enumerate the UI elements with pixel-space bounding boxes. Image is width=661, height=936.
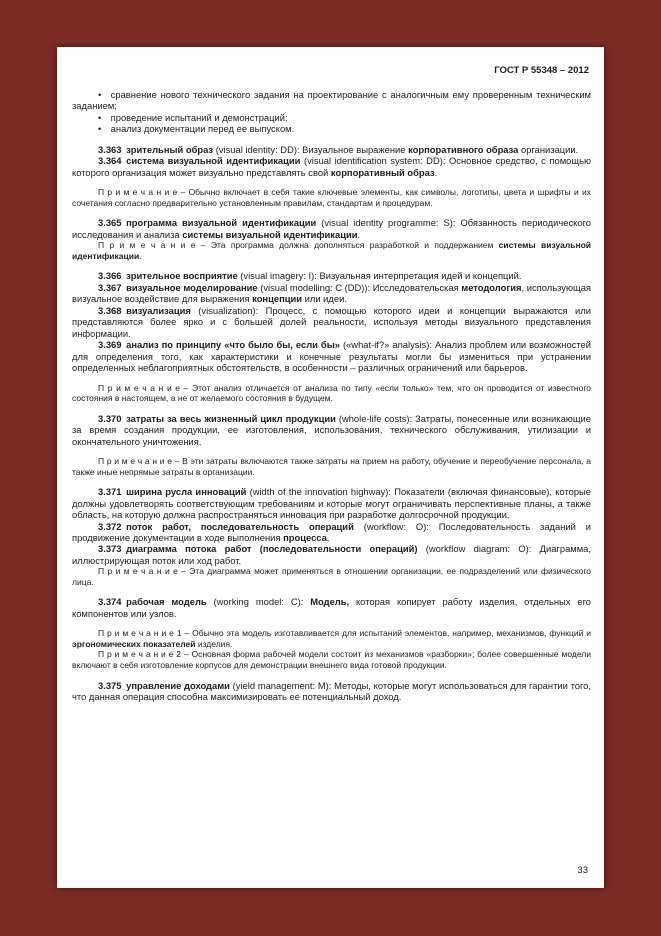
- text-segment: анализ документации перед ее выпуском.: [110, 123, 295, 135]
- text-segment: П р и м е ч а н и е – Обычно включает в себя такие ключевые элементы, как символы, логотипы, цвета и шрифты и их сочетания согласно предварительно установленным правилам, стандартам и процедурам.: [72, 187, 591, 208]
- text-segment: (visual identity programme: S): Обязанность периодического исследования и анализа: [72, 217, 592, 240]
- text-segment: П р и м е ч а н и е 1 – Обычно эта модель изготавливается для испытаний элементов, например, механизмов, функций и: [98, 628, 591, 639]
- text-segment: .: [434, 166, 438, 178]
- text-segment: процесса: [283, 531, 327, 543]
- text-segment: (workflow diagram: O): Диаграмма, иллюстрирующая поток или ход работ.: [72, 543, 591, 566]
- text-segment: (visual identity: DD): Визуальное выражение: [213, 143, 409, 155]
- bullet-icon: •: [98, 123, 111, 135]
- term-paragraph: [72, 486, 591, 520]
- text-segment: или идеи.: [302, 293, 347, 305]
- term-paragraph: [72, 155, 591, 178]
- text-segment: системы визуальной идентификации: [182, 228, 358, 240]
- text-segment: П р и м е ч а н и е – Эта диаграмма может применяться в отношении организации, ее подразделений или физического лица.: [72, 566, 591, 587]
- text-segment: (visual identification system: DD): Основное средство, с помощью которого организация может визуально представлять свой: [72, 155, 591, 178]
- note-paragraph: [72, 187, 591, 208]
- term-paragraph: [72, 339, 591, 373]
- term-paragraph: [72, 270, 591, 281]
- text-segment: 3.368 визуализация: [98, 304, 191, 316]
- text-segment: .: [357, 228, 361, 240]
- text-segment: (visual imagery: I): Визуальная интерпретация идей и концепций.: [237, 270, 522, 282]
- text-segment: 3.372 поток работ, последовательность операций: [98, 520, 354, 532]
- text-segment: 3.367 визуальное моделирование: [98, 281, 258, 293]
- note-paragraph: [72, 240, 591, 261]
- term-paragraph: [72, 413, 591, 447]
- text-segment: («what-if?» analysis): Анализ проблем или возможностей для определения того, как характеристики и конечные результаты могли бы измениться при устранении определенных неблагоприятных обстоятельств, в особенности – различных ограничений или барьеров.: [72, 339, 591, 374]
- text-segment: 3.373 диаграмма потока работ (последовательности операций): [98, 543, 418, 555]
- bullet-icon: •: [98, 89, 111, 100]
- text-segment: сравнение нового технического задания на проектирование с аналогичным ему проверенным техническим заданием;: [72, 89, 591, 112]
- text-segment: 3.369 анализ по принципу «что было бы, если бы»: [98, 339, 340, 351]
- text-segment: методология: [461, 281, 522, 293]
- bullet-item: [72, 112, 591, 123]
- document-standard-number: ГОСТ Р 55348 – 2012: [494, 65, 589, 76]
- term-paragraph: [72, 680, 591, 703]
- text-segment: организации.: [518, 143, 579, 155]
- term-paragraph: [72, 543, 591, 566]
- text-segment: П р и м е ч а н и е – Этот анализ отличается от анализа по типу «если только» тем, что он проводится от известного состояния в настоящем, а не от желаемого состояния в будущем.: [72, 382, 591, 404]
- text-segment: 3.363 зрительный образ: [98, 143, 214, 155]
- bullet-item: [72, 89, 591, 112]
- term-paragraph: [72, 144, 591, 155]
- text-segment: .: [139, 250, 142, 261]
- bullet-icon: •: [98, 111, 111, 123]
- text-segment: 3.375 управление доходами: [98, 679, 230, 691]
- text-segment: системы визуальной идентификации: [72, 240, 591, 261]
- text-segment: 3.371 ширина русла инноваций: [98, 486, 247, 498]
- page-number: 33: [577, 865, 588, 876]
- note-paragraph: [72, 628, 591, 649]
- text-segment: , использующая визуальное воздействие для выражения: [72, 281, 592, 305]
- text-segment: концепции: [252, 293, 303, 305]
- text-segment: проведение испытаний и демонстраций;: [110, 111, 288, 123]
- note-paragraph: [72, 456, 591, 477]
- text-segment: 3.374 рабочая модель: [98, 596, 207, 608]
- text-segment: 3.365 программа визуальной идентификации: [98, 217, 317, 229]
- note-paragraph: [72, 649, 591, 670]
- page-content: [72, 89, 591, 702]
- text-segment: (workflow: O): Последовательность заданий и продвижение документации в ходе выполнения: [72, 520, 591, 543]
- text-segment: 3.366 зрительное восприятие: [98, 270, 238, 282]
- term-paragraph: [72, 305, 591, 339]
- note-paragraph: [72, 383, 591, 404]
- text-segment: изделия.: [195, 638, 233, 649]
- bullet-item: [72, 123, 591, 134]
- text-segment: Модель,: [310, 596, 350, 608]
- text-segment: 3.364 система визуальной идентификации: [98, 155, 301, 167]
- document-page: [57, 47, 604, 888]
- note-paragraph: [72, 566, 591, 587]
- text-segment: (width of the innovation highway): Показатели (включая финансовые), которые должны удовлетворять соответствующим требованиям и которые могут ограничивать перспективные планы, а также область, на которую должна распространяться инновация при разработке долгосрочной продукции.: [72, 486, 591, 521]
- term-paragraph: [72, 596, 591, 619]
- text-segment: (visualization): Процесс, с помощью которого идеи и концепции выражаются или представляются более ярко и с большей долей реальности, используя методы визуального представления информации.: [72, 304, 591, 339]
- term-paragraph: [72, 521, 591, 544]
- text-segment: (yield management: M): Методы, которые могут использоваться для гарантии того, что данная операция способна максимизировать ее потенциальный доход.: [72, 679, 591, 702]
- text-segment: 3.370 затраты за весь жизненный цикл продукции: [98, 412, 336, 424]
- text-segment: корпоративный образ: [330, 166, 435, 178]
- text-segment: которая копирует работу изделия, отдельных его компонентов или узлов.: [72, 596, 591, 619]
- text-segment: П р и м е ч а н и е – В эти затраты включаются также затраты на прием на работу, обучение и переобучение персонала, а также иные непрямые затраты в организации.: [72, 456, 591, 477]
- text-segment: П р и м е ч а н и е – Эта программа должна дополняться разработкой и поддержанием: [98, 240, 499, 251]
- text-segment: (whole-life costs): Затраты, понесенные или возникающие за время создания продукции, ее изготовления, использования, технического обслуживания, утилизации и окончательного уничтожения.: [72, 412, 592, 447]
- text-segment: (working model: C):: [206, 596, 311, 608]
- text-segment: .: [326, 531, 330, 543]
- term-paragraph: [72, 217, 591, 240]
- text-segment: (visual modelling: C (DD)): Исследовательская: [257, 281, 462, 293]
- term-paragraph: [72, 282, 591, 305]
- text-segment: П р и м е ч а н и е 2 – Основная форма рабочей модели состоит из механизмов «разборки»; более совершенные модели включают в себя изготовление корпусов для демонстрации внешнего вида готовой продукции.: [72, 649, 591, 670]
- text-segment: корпоративного образа: [408, 143, 519, 155]
- text-segment: эргономических показателей: [72, 638, 196, 649]
